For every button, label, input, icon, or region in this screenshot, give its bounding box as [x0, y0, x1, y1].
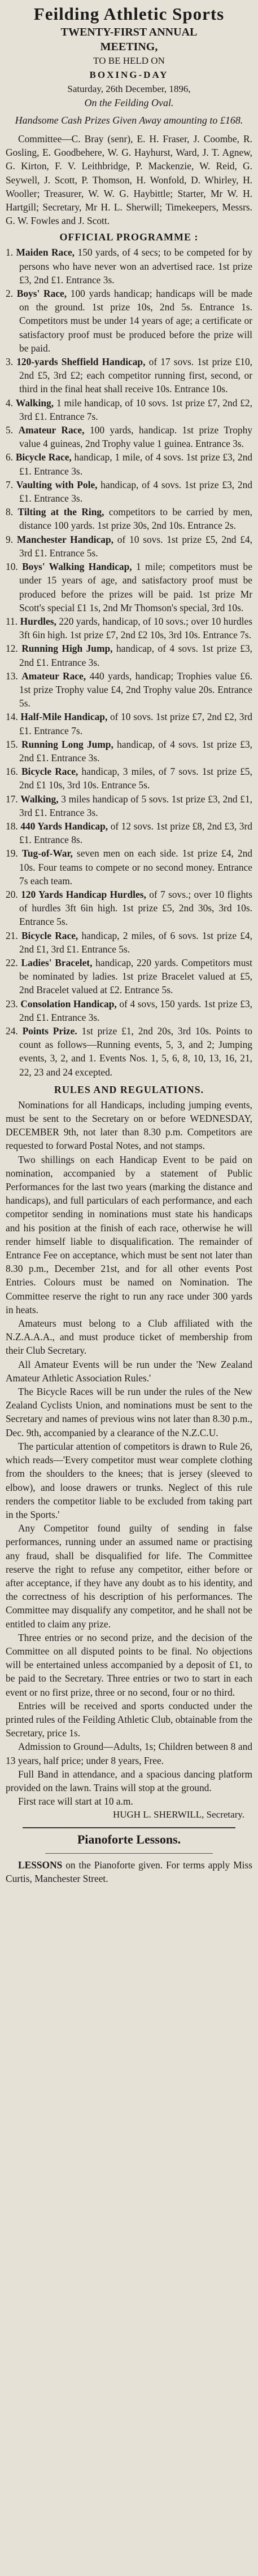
- event-number: 20.: [6, 888, 18, 900]
- ad-body: [6, 1858, 252, 1885]
- event-number: 21.: [6, 929, 18, 941]
- event-number: 17.: [6, 793, 18, 805]
- rules-paragraph: Nominations for all Handicaps, including jumping events, must be sent to the Secretary on or before WEDNESDAY, DECEMBER 9th, not later than 8.30 p.m. Competitors are requested to forward Postal Notes, and not stamps.: [6, 1099, 252, 1152]
- event-details: seven men on each side. 1st prize £4, 2nd 10s. Four teams to compete or no second money. Entrance 7s each team.: [19, 848, 252, 887]
- programme-event: [6, 710, 252, 737]
- programme-event: [6, 396, 252, 423]
- event-number: 18.: [6, 820, 18, 832]
- event-number: 7.: [6, 479, 14, 490]
- event-title: Running High Jump,: [21, 643, 113, 655]
- event-details: 3 miles handicap of 5 sovs. 1st prize £3, 2nd £1, 3rd £1. Entrance 3s.: [19, 793, 252, 818]
- event-details: 1 mile; competitors must be under 15 years of age, and satisfactory proof must be produced before the prizes will be paid. 1st prize Mr Scott's special £1 1s, 2nd Mr Thomson's special, 3rd 10s.: [19, 561, 252, 613]
- programme-event: [6, 245, 252, 287]
- rules-paragraph: The Bicycle Races will be run under the rules of the New Zealand Cyclists Union, and nominations must be sent to the Secretary and names of previous wins not later than 8.30 p.m., Dec. 9th, accompanied by a clearance of the N.Z.C.U.: [6, 1386, 252, 1438]
- event-details: 100 yards handicap; handicaps will be made on the ground. 1st prize 10s, 2nd 5s. Entrance 1s. Competitors must be under 14 years of age; a certificate or satisfactory proof must be produced before the prize will be paid.: [19, 288, 252, 354]
- rules-paragraph: All Amateur Events will be run under the 'New Zealand Amateur Athletic Association Rules.': [6, 1358, 252, 1384]
- programme-event: [6, 819, 252, 846]
- programme-event: [6, 287, 252, 355]
- event-number: 24.: [6, 1025, 18, 1037]
- event-title: Points Prize.: [22, 1025, 77, 1037]
- event-details: handicap, of 4 sovs. 1st prize £3, 2nd £1. Entrance 3s.: [19, 643, 252, 668]
- event-number: 16.: [6, 766, 18, 778]
- programme-event: [6, 642, 252, 669]
- event-number: 14.: [6, 711, 18, 723]
- event-number: 11.: [6, 615, 18, 627]
- event-number: 5.: [6, 424, 14, 436]
- programme-event: [6, 1024, 252, 1079]
- event-number: 15.: [6, 738, 18, 750]
- event-title: Amateur Race,: [18, 424, 85, 436]
- ad-divider: [45, 1853, 213, 1854]
- event-details: handicap, 3 miles, of 7 sovs. 1st prize £5, 2nd £1 10s, 3rd 10s. Entrance 5s.: [19, 766, 252, 791]
- event-title: Tug-of-War,: [21, 848, 73, 859]
- event-details: 100 yards, handicap. 1st prize Trophy value 4 guineas, 2nd Trophy value 1 guinea. Entrance 3s.: [19, 424, 253, 450]
- programme-event: [6, 615, 252, 642]
- programme-event: [6, 956, 252, 997]
- held-on-line: TO BE HELD ON: [93, 55, 165, 66]
- rules-paragraph: Two shillings on each Handicap Event to be paid on nomination, accompanied by a statement of Public Performances for the last two years (marking the distance and handicaps), and full particulars of each performance, and each competitor sending in nominations must state his handicaps and his position at the finish of each race, otherwise he will render himself liable to disqualification. The remainder of Entrance Fee on acceptance, which must be sent not later than 8.30 p.m., December 21st, and for all other events Post Entries. Colours must be named on Nomination. The Committee reserve the right to run any race under 300 yards in heats.: [6, 1153, 252, 1315]
- rules-paragraph: Full Band in attendance, and a spacious dancing platform provided on the lawn. Trains will stop at the ground.: [6, 1768, 252, 1793]
- event-number: 10.: [6, 561, 18, 573]
- event-title: 440 Yards Handicap,: [20, 820, 108, 832]
- rules-paragraph: The particular attention of competitors is drawn to Rule 26, which reads—'Every competitor must wear complete clothing from the shoulders to the knees; that is jersey (sleeved to elbow), and loose drawers or trunks. Neglect of this rule renders the competitor liable to be excluded from taking part in the Sports.': [6, 1440, 252, 1520]
- event-details: of 10 sovs. 1st prize £5, 2nd £4, 3rd £1. Entrance 5s.: [19, 533, 252, 559]
- event-title: Vaulting with Pole,: [16, 479, 98, 490]
- venue-line: On the Feilding Oval.: [84, 97, 174, 108]
- event-details: handicap, of 4 sovs. 1st prize £3, 2nd £1. Entrance 3s.: [19, 738, 252, 763]
- date-line: Saturday, 26th December, 1896,: [67, 84, 191, 94]
- event-title: Tilting at the Ring,: [18, 506, 104, 518]
- ad-text: on the Pianoforte given. For terms apply Miss Curtis, Manchester Street.: [6, 1859, 252, 1885]
- event-details: of 17 sovs. 1st prize £10, 2nd £5, 3rd £2; each competitor running first, second, or third in the final heat shall receive 10s. Entrance 10s.: [19, 356, 253, 395]
- rules-title: RULES AND REGULATIONS.: [54, 1083, 204, 1095]
- rules-paragraph: Three entries or no second prize, and the decision of the Committee on all disputed points to be final. No objections will be entertained unless accompanied by a deposit of £1, to be paid to the Secretary. Three entries or two to start in each event or no first prize, three or no second, four or no third.: [6, 1631, 252, 1698]
- event-title: Walking,: [15, 397, 54, 409]
- event-details: 1 mile handicap, of 10 sovs. 1st prize £7, 2nd £2, 3rd £1. Entrance 7s.: [19, 397, 252, 422]
- programme-title: OFFICIAL PROGRAMME :: [59, 231, 199, 243]
- divider: [23, 1827, 235, 1828]
- event-number: 1.: [6, 247, 14, 258]
- event-details: of 4 sovs, 150 yards. 1st prize £3, 2nd £1. Entrance 3s.: [19, 998, 252, 1023]
- event-title: Maiden Race,: [16, 247, 75, 258]
- programme-event: [6, 505, 252, 532]
- programme-event: [6, 450, 252, 477]
- event-title: 120 Yards Handicap Hurdles,: [21, 888, 146, 900]
- event-number: 8.: [6, 506, 14, 518]
- event-title: Walking,: [20, 793, 59, 805]
- event-details: handicap, 220 yards. Competitors must be nominated by ladies. 1st prize Bracelet valued at £5, 2nd Bracelet valued at £2. Entrance 5s.: [19, 956, 253, 996]
- rules-paragraph: Admission to Ground—Adults, 1s; Children between 8 and 13 years, half price; under 8 years, Free.: [6, 1741, 252, 1766]
- event-details: 1st prize £1, 2nd 20s, 3rd 10s. Points to count as follows—Running events, 5, 3, and 2; Jumping events, 3, 2, and 1. Events Nos. 1, 5, 6, 8, 10, 13, 16, 21, 22, 23 and 24 excepted.: [19, 1025, 252, 1078]
- programme-event: [6, 929, 252, 956]
- event-title: Amateur Race,: [21, 670, 86, 682]
- event-number: 23.: [6, 998, 18, 1010]
- event-title: Boys' Walking Handicap,: [22, 561, 132, 573]
- boxing-day-line: BOXING-DAY: [89, 69, 169, 80]
- prizes-line: Handsome Cash Prizes Given Away amounting to £168.: [15, 115, 243, 126]
- meeting-subtitle: TWENTY-FIRST ANNUAL: [60, 26, 198, 38]
- event-title: 120-yards Sheffield Handicap,: [16, 356, 146, 368]
- secretary-signature: HUGH L. SHERWILL, Secretary.: [112, 1809, 244, 1820]
- event-number: 4.: [6, 397, 14, 409]
- programme-event: [6, 560, 252, 615]
- event-details: 220 yards, handicap, of 10 sovs.; over 10 hurdles 3ft 6in high. 1st prize £7, 2nd £2 10s, 3rd 10s. Entrance 7s.: [19, 615, 252, 641]
- event-details: of 12 sovs. 1st prize £8, 2nd £3, 3rd £1. Entrance 8s.: [19, 820, 252, 846]
- programme-event: [6, 738, 252, 765]
- programme-event: [6, 846, 252, 888]
- event-title: Manchester Handicap,: [16, 533, 114, 545]
- programme-event: [6, 533, 252, 560]
- event-number: 3.: [6, 356, 14, 368]
- event-title: Bicycle Race,: [21, 929, 78, 941]
- event-details: handicap, 2 miles, of 6 sovs. 1st prize £4, 2nd £1, 3rd £1. Entrance 5s.: [19, 929, 252, 955]
- event-details: handicap, of 4 sovs. 1st prize £3, 2nd £1. Entrance 3s.: [19, 479, 252, 504]
- event-number: 19.: [6, 848, 18, 859]
- event-title: Ladies' Bracelet,: [21, 956, 93, 968]
- programme-event: [6, 888, 252, 929]
- event-details: of 7 sovs.; over 10 flights of hurdles 3ft 6in high. 1st prize £5, 2nd 30s, 3rd 10s. Entrance 5s.: [19, 888, 252, 928]
- event-details: of 10 sovs. 1st prize £7, 2nd £2, 3rd £1. Entrance 7s.: [19, 711, 252, 736]
- ad-lead: LESSONS: [18, 1859, 63, 1871]
- event-title: Bicycle Race,: [21, 766, 78, 778]
- ad-title: Pianoforte Lessons.: [77, 1832, 181, 1847]
- programme-event: [6, 792, 252, 819]
- committee-paragraph: Committee—C. Bray (senr), E. H. Fraser, J. Coombe, R. Gosling, E. Goodbehere, W. G. Hayhurst, Ward, J. T. Agnew, G. Kirton, F. V. Leithbridge, P. Mackenzie, W. Reid, G. Seywell, J. Scott, P. Thomson, H. Wonfold, D. Whirley, H. Wooller; Treasurer, W. W. G. Haybittle; Starter, Mr W. H. Hartgill; Secretary, Mr H. L. Sherwill; Timekeepers, Messrs. G. W. Fowles and J. Scott.: [6, 133, 252, 227]
- programme-event: [6, 478, 252, 505]
- programme-event: [6, 765, 252, 792]
- banner-title: Feilding Athletic Sports: [33, 4, 225, 24]
- rules-paragraph: First race will start at 10 a.m.: [18, 1796, 133, 1807]
- event-details: 150 yards, of 4 secs; to be competed for by persons who have never won an advertised race. 1st prize £3, 2nd £1. Entrance 3s.: [19, 247, 252, 286]
- meeting-subtitle-2: MEETING,: [100, 41, 158, 53]
- event-title: Boys' Race,: [16, 288, 67, 300]
- event-number: 9.: [6, 533, 14, 545]
- programme-event: [6, 669, 252, 710]
- event-number: 13.: [6, 670, 18, 682]
- rules-paragraphs: [6, 1098, 252, 1809]
- event-number: 2.: [6, 288, 14, 300]
- event-details: competitors to be carried by men, distance 100 yards. 1st prize 30s, 2nd 10s. Entrance 2s.: [19, 506, 252, 532]
- event-title: Consolation Handicap,: [20, 998, 117, 1010]
- programme-events: [6, 245, 252, 1078]
- event-title: Half-Mile Handicap,: [20, 711, 108, 723]
- rules-paragraph: Any Competitor found guilty of sending in false performances, running under an assumed name or practising any fraud, shall be disqualified for life. The Committee reserve the right to refuse any competitor, either before or after acceptance, if they have any doubt as to his identity, and the correctness of his description of his performances. The Committee may disqualify any competitor, and he shall not be entitled to claim any prize.: [6, 1522, 252, 1630]
- event-number: 6.: [6, 451, 14, 463]
- rules-paragraph: Entries will be received and sports conducted under the printed rules of the Feilding Athletic Club, obtainable from the Secretary, price 1s.: [6, 1700, 252, 1739]
- event-details: 440 yards, handicap; Trophies value £6. 1st prize Trophy value £4, 2nd Trophy value 20s. Entrance 5s.: [19, 670, 252, 709]
- programme-event: [6, 997, 252, 1024]
- programme-event: [6, 423, 252, 450]
- event-title: Running Long Jump,: [21, 738, 113, 750]
- rules-paragraph: Amateurs must belong to a Club affiliated with the N.Z.A.A.A., and must produce ticket of membership from their Club Secretary.: [6, 1318, 252, 1357]
- programme-event: [6, 355, 252, 396]
- event-title: Bicycle Race,: [15, 451, 72, 463]
- event-number: 22.: [6, 956, 18, 968]
- event-title: Hurdles,: [20, 615, 56, 627]
- event-details: handicap, 1 mile, of 4 sovs. 1st prize £3, 2nd £1. Entrance 3s.: [19, 451, 252, 477]
- event-number: 12.: [6, 643, 18, 655]
